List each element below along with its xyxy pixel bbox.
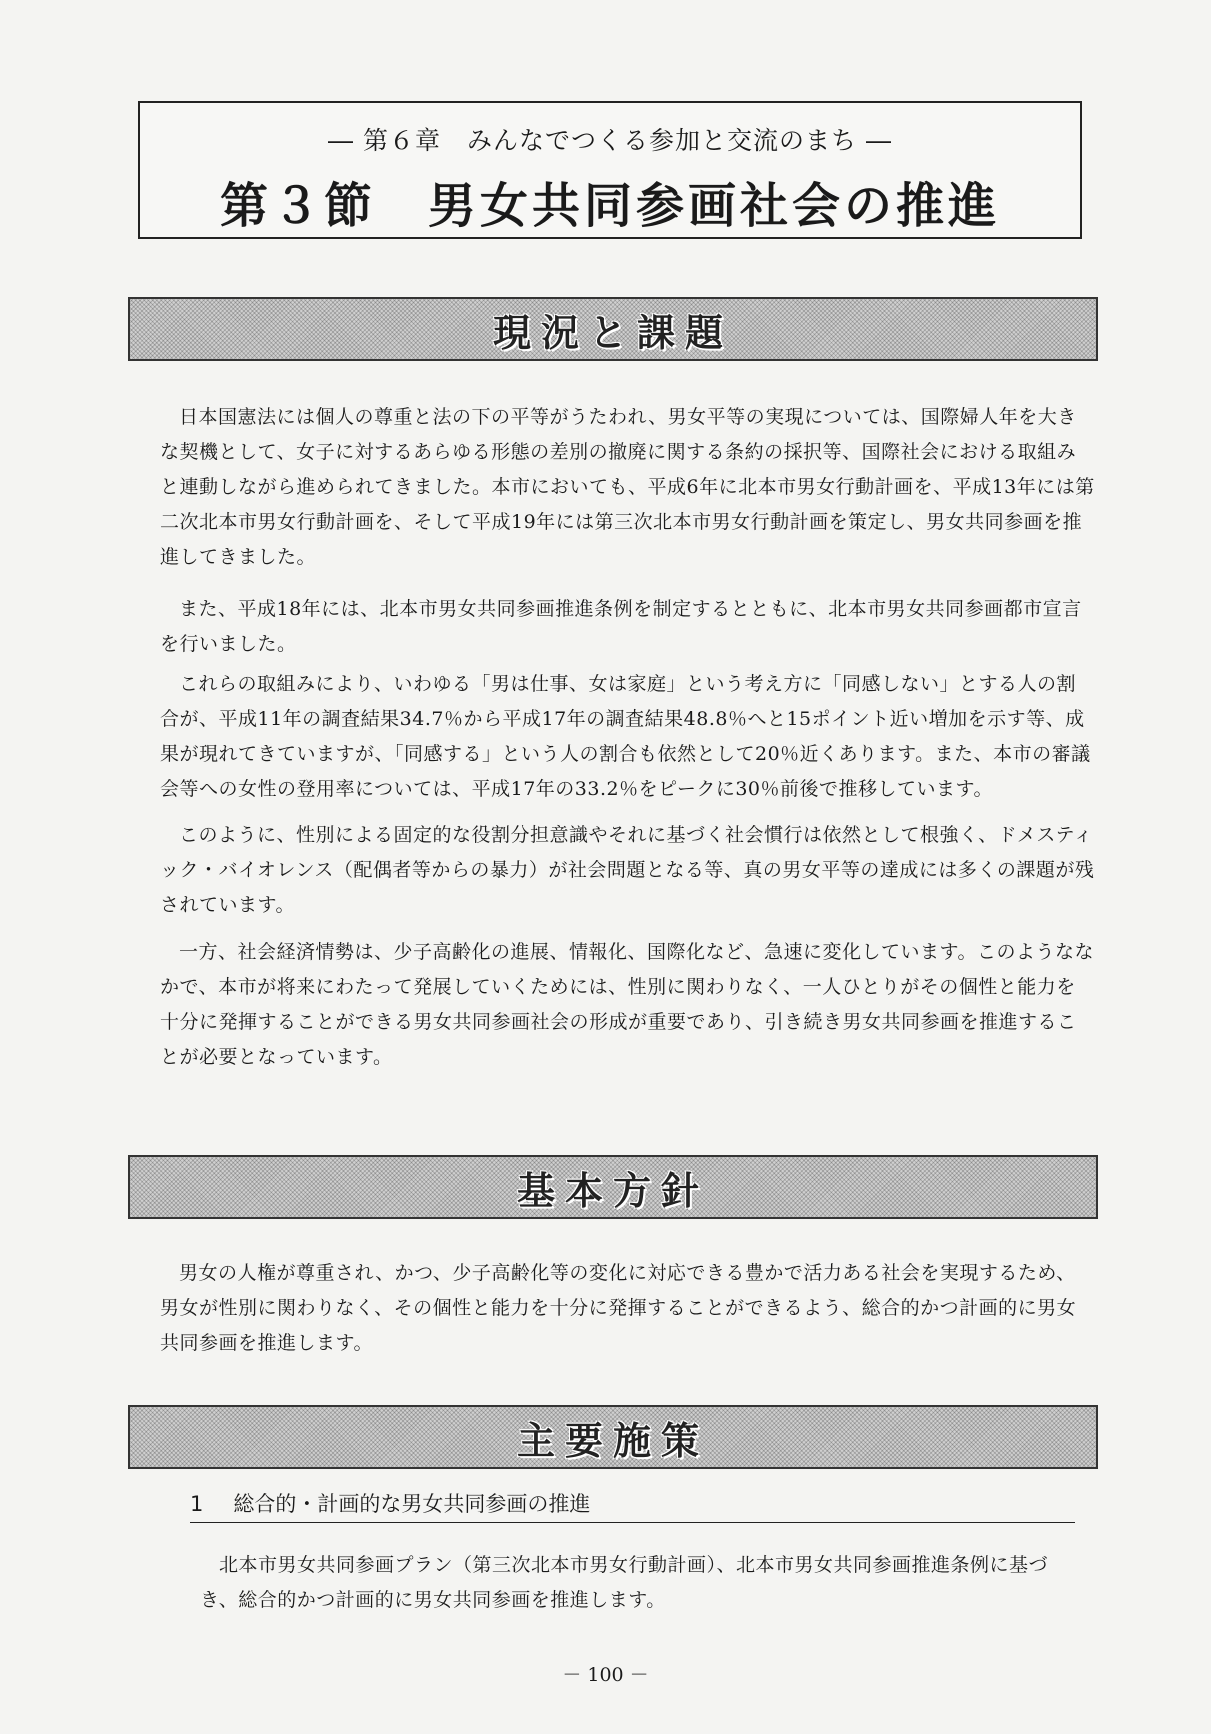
chapter-title: ― 第６章 みんなでつくる参加と交流のまち ― — [328, 126, 892, 155]
heading-band-measures — [128, 1405, 1098, 1469]
measure-item-heading — [190, 1488, 1075, 1523]
measure-item-number: 1 — [190, 1492, 204, 1516]
heading-measures: 主要施策 — [516, 1418, 709, 1463]
page-number: － 100 － — [562, 1664, 649, 1686]
status-paragraph-4: このように、性別による固定的な役割分担意識やそれに基づく社会慣行は依然として根強く、ドメスティック・バイオレンス（配偶者等からの暴力）が社会問題となる等、真の男女平等の達成には多くの課題が残されています。 — [160, 824, 1095, 916]
measure-item-text: 北本市男女共同参画プラン（第三次北本市男女行動計画）、北本市男女共同参画推進条例に基づき、総合的かつ計画的に男女共同参画を推進します。 — [200, 1554, 1049, 1611]
heading-status: 現況と課題 — [492, 310, 733, 355]
heading-policy: 基本方針 — [516, 1168, 709, 1213]
status-paragraph-3: これらの取組みにより、いわゆる「男は仕事、女は家庭」という考え方に「同感しない」とする人の割合が、平成11年の調査結果34.7％から平成17年の調査結果48.8％へと15ポイント近い増加を示す等、成果が現れてきていますが、「同感する」という人の割合も依然として20％近くあります。また、本市の審議会等への女性の登用率については、平成17年の33.2％をピークに30％前後で推移しています。 — [160, 673, 1091, 800]
section-title: 第３節 男女共同参画社会の推進 — [219, 178, 1000, 234]
status-paragraph-1: 日本国憲法には個人の尊重と法の下の平等がうたわれ、男女平等の実現については、国際婦人年を大きな契機として、女子に対するあらゆる形態の差別の撤廃に関する条約の採択等、国際社会における取組みと連動しながら進められてきました。本市においても、平成6年に北本市男女行動計画を、平成13年には第二次北本市男女行動計画を、そして平成19年には第三次北本市男女行動計画を策定し、男女共同参画を推進してきました。 — [160, 406, 1095, 568]
title-box — [138, 101, 1082, 239]
heading-band-status — [128, 297, 1098, 361]
status-paragraph-2: また、平成18年には、北本市男女共同参画推進条例を制定するとともに、北本市男女共同参画都市宣言を行いました。 — [160, 598, 1082, 655]
policy-paragraph: 男女の人権が尊重され、かつ、少子高齢化等の変化に対応できる豊かで活力ある社会を実現するため、男女が性別に関わりなく、その個性と能力を十分に発揮することができるよう、総合的かつ計画的に男女共同参画を推進します。 — [160, 1262, 1077, 1354]
heading-band-policy — [128, 1155, 1098, 1219]
status-paragraph-5: 一方、社会経済情勢は、少子高齢化の進展、情報化、国際化など、急速に変化しています。このようななかで、本市が将来にわたって発展していくためには、性別に関わりなく、一人ひとりがその個性と能力を十分に発揮することができる男女共同参画社会の形成が重要であり、引き続き男女共同参画を推進することが必要となっています。 — [160, 941, 1094, 1068]
measure-item-title: 総合的・計画的な男女共同参画の推進 — [233, 1492, 591, 1516]
